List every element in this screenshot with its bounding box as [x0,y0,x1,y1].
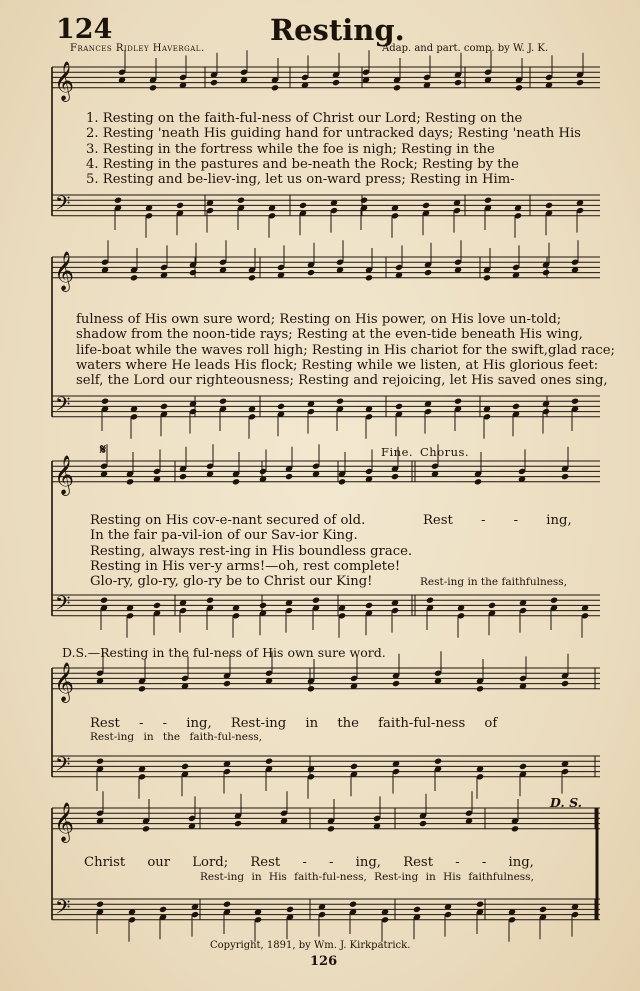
treble-clef: 𝄞 [54,250,75,291]
note-head [223,680,231,687]
copyright-notice: Copyright, 1891, by Wm. J. Kirkpatrick. [210,940,411,951]
bass-clef: 𝄢 [55,752,71,781]
ds-mark: D. S. [550,795,583,810]
bass-clef: 𝄢 [55,591,71,620]
note-head [210,79,218,86]
note-head [519,763,527,770]
note-head [96,758,104,765]
lyric-line: shadow from the noon-tide rays; Resting at the even-tide beneath His wing, [76,327,583,343]
note-head [159,906,167,913]
note-head [454,398,462,405]
lyric-line: 4. Resting in the pastures and be-neath the Rock; Resting by the [86,156,519,172]
note-head [424,269,432,276]
lyric-line: Resting on His cov-e-nant secured of old. [90,513,366,528]
note-head [142,825,150,832]
lyric-line: self, the Lord our righteousness; Resting and rejoicing, let His saved ones sing, [76,373,608,389]
note-head [365,274,373,281]
note-head [360,197,368,204]
note-head [223,901,231,908]
note-head [96,901,104,908]
treble-clef: 𝄞 [54,661,75,702]
note-head [126,478,134,485]
note-head [349,901,357,908]
note-head [476,901,484,908]
lyric-line: Glo-ry, glo-ry, glo-ry be to Christ our King! [90,574,373,590]
note-head [101,398,109,405]
note-head [189,269,197,276]
note-head [206,597,214,604]
note-head [545,202,553,209]
note-head [219,398,227,405]
hymn-title: Resting. [270,13,405,47]
system5-upper-text: Christ our Lord; Rest - - ing, Rest - - ing, [84,855,534,870]
composer-credit: Adap. and part. comp. by W. J. K. [382,43,549,54]
lyric-line: 2. Resting 'neath His guiding hand for untracked days; Resting 'neath His [86,126,581,142]
note-head [149,84,157,91]
page-number: 126 [310,954,338,969]
note-head [484,197,492,204]
chorus-label: Chorus. [420,445,470,459]
lyric-line: fulness of His own sure word; Resting on His power, on His love un-told; [76,312,562,327]
note-head [454,79,462,86]
note-head [299,202,307,209]
note-head [248,274,256,281]
note-head [511,825,519,832]
note-head [571,398,579,405]
system4-upper-text: Rest - - ing, Rest-ing in the faith-ful-ness of [90,716,498,731]
note-head [550,597,558,604]
note-head [422,202,430,209]
note-head [234,820,242,827]
note-head [285,473,293,480]
chorus-upper-text: Rest - - ing, [423,513,572,528]
hymn-number: 124 [56,14,113,45]
author-credit: Frances Ridley Havergal. [70,43,205,54]
note-head [561,473,569,480]
note-head [426,597,434,604]
treble-clef: 𝄞 [54,60,75,101]
note-head [365,602,373,609]
note-head [181,763,189,770]
note-head [114,197,122,204]
bass-clef: 𝄢 [55,895,71,924]
note-head [474,478,482,485]
note-head [488,602,496,609]
note-head [176,202,184,209]
note-head [327,825,335,832]
fine-label: Fine. [381,445,414,459]
note-head [392,680,400,687]
note-head [153,602,161,609]
note-head [512,403,520,410]
note-head [336,398,344,405]
bass-clef: 𝄢 [55,191,71,220]
lyric-line: 3. Resting in the fortress while the foe is nigh; Resting in the [86,141,495,157]
note-head [286,906,294,913]
lyric-line: life-boat while the waves roll high; Resting in His chariot for the swift,glad race; [76,342,615,358]
note-head [419,820,427,827]
ds-instruction: D.S.—Resting in the ful-ness of His own sure word. [62,645,386,660]
note-head [476,685,484,692]
lyric-line: Resting in His ver-y arms!—oh, rest complete! [90,558,401,574]
chorus-lower-text: Rest-ing in the faithfulness, [420,576,568,588]
note-head [100,597,108,604]
note-head [332,79,340,86]
system4-lower-text: Rest-ing in the faith-ful-ness, [90,731,263,743]
note-head [307,685,315,692]
note-head [483,274,491,281]
note-head [542,269,550,276]
note-head [138,685,146,692]
note-head [413,906,421,913]
bass-clef: 𝄢 [55,392,71,421]
treble-clef: 𝄞 [54,801,75,842]
note-head [232,478,240,485]
lyric-line: In the fair pa-vil-ion of our Sav-ior King. [90,528,358,544]
lyric-line: 5. Resting and be-liev-ing, let us on-ward press; Resting in Him- [86,172,515,188]
note-head [179,473,187,480]
note-head [312,597,320,604]
verse-lyrics-system-1 [86,111,581,187]
note-head [237,197,245,204]
segno-sign: 𝄋 [100,442,107,458]
note-head [307,269,315,276]
note-head [515,84,523,91]
note-head [160,403,168,410]
lyric-line: 1. Resting on the faith-ful-ness of Christ our Lord; Resting on the [86,111,523,126]
note-head [265,758,273,765]
note-head [395,403,403,410]
note-head [576,79,584,86]
note-head [391,473,399,480]
note-head [561,680,569,687]
note-head [259,602,267,609]
lyric-line: Resting, always rest-ing in His boundless grace. [90,543,413,559]
verse-lyrics-system-3 [62,513,412,589]
note-head [130,274,138,281]
treble-clef: 𝄞 [54,454,75,495]
note-head [393,84,401,91]
note-head [277,403,285,410]
note-head [434,758,442,765]
note-head [539,906,547,913]
note-head [350,763,358,770]
note-head [271,84,279,91]
lyric-line: waters where He leads His flock; Resting while we listen, at His glorious feet: [76,357,599,373]
note-head [338,478,346,485]
verse-lyrics-system-2 [76,312,615,388]
system5-lower-text: Rest-ing in His faith-ful-ness, Rest-ing in His faithfulness, [200,871,534,883]
